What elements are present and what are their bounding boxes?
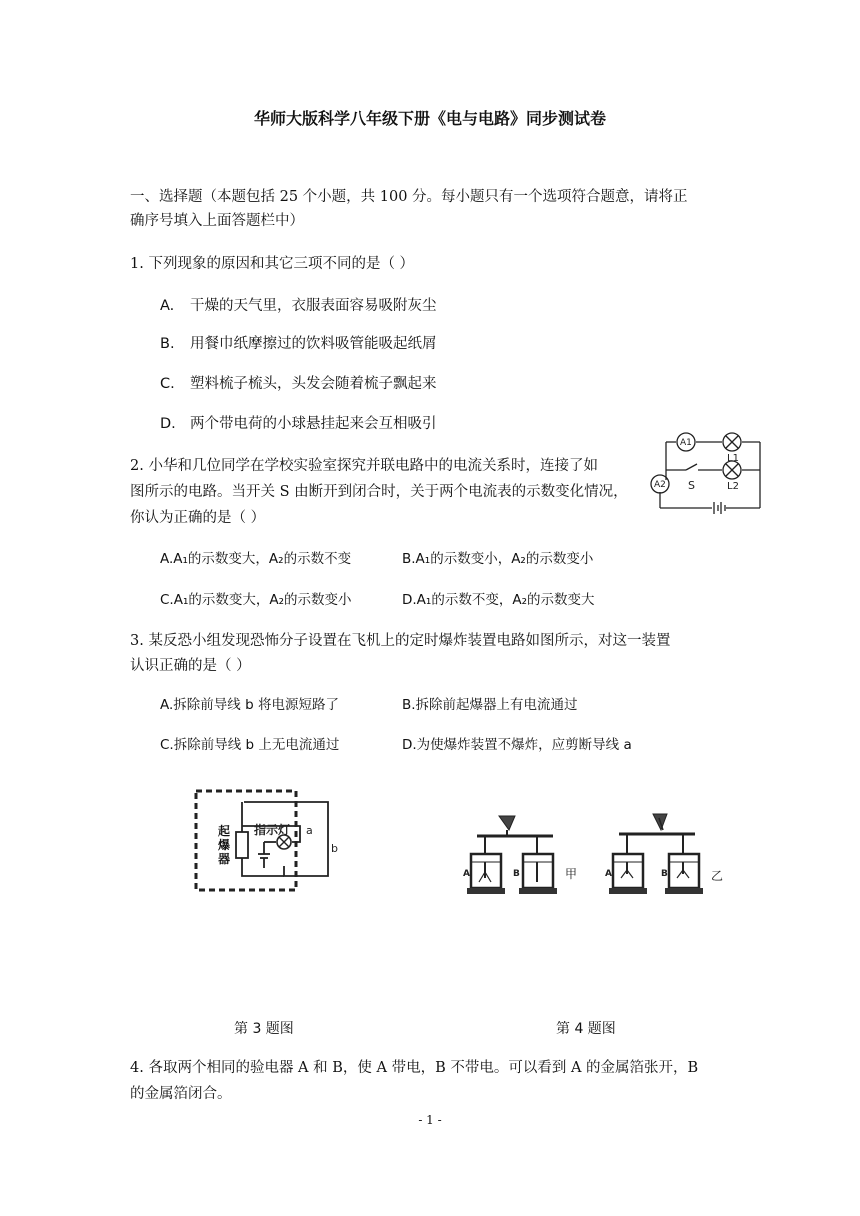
- section-instructions: （本题包括 25 个小题，共 100 分。每小题只有一个选项符合题意，请将正: [202, 189, 688, 205]
- electroscope-b-label-jia: B: [513, 869, 520, 879]
- question-2-circuit-figure: [648, 432, 768, 518]
- ammeter-a1-label: A1: [680, 438, 692, 448]
- figure-yi-label: 乙: [711, 869, 724, 883]
- section-heading-line1: [130, 187, 688, 207]
- question-2-option-d: D.A₁的示数不变，A₂的示数变大: [402, 592, 595, 608]
- question-2-line3: 你认为正确的是（ ）: [130, 510, 266, 526]
- question-2-option-b: B.A₁的示数变小，A₂的示数变小: [402, 551, 594, 567]
- indicator-lamp-label: 指示灯: [254, 823, 291, 837]
- ammeter-a2-label: A2: [654, 480, 666, 490]
- option-letter: C.: [160, 376, 175, 392]
- option-letter: D.: [160, 416, 176, 432]
- wire-b-label: b: [331, 842, 338, 855]
- page-number: - 1 -: [418, 1113, 442, 1127]
- option-text: 两个带电荷的小球悬挂起来会互相吸引: [190, 416, 437, 432]
- option-text: 塑料梳子梳头，头发会随着梳子飘起来: [190, 376, 437, 392]
- switch-s-label: S: [688, 479, 695, 492]
- detonator-label: 起爆器: [218, 824, 231, 866]
- question-1-stem: 1. 下列现象的原因和其它三项不同的是（ ）: [130, 256, 415, 272]
- lamp-l1-label: L1: [727, 453, 739, 464]
- figure-3-caption: 第 3 题图: [234, 1021, 294, 1037]
- question-3-option-b: B.拆除前起爆器上有电流通过: [402, 697, 578, 713]
- question-1-option-a: [160, 296, 437, 316]
- question-2-option-a: A.A₁的示数变大，A₂的示数不变: [160, 551, 352, 567]
- question-2-line2: 图所示的电路。当开关 S 由断开到闭合时，关于两个电流表的示数变化情况，: [130, 484, 628, 500]
- question-3-option-d: D.为使爆炸装置不爆炸，应剪断导线 a: [402, 737, 632, 753]
- section-instructions-line2: 确序号填入上面答题栏中）: [130, 213, 304, 229]
- electroscope-a-label-yi: A: [605, 869, 612, 879]
- question-3-line2: 认识正确的是（ ）: [130, 658, 251, 674]
- question-1-option-b: [160, 334, 437, 354]
- electroscope-a-label-jia: A: [463, 869, 470, 879]
- question-4-electroscope-figure: [455, 812, 745, 904]
- question-3-option-a: A.拆除前导线 b 将电源短路了: [160, 697, 339, 713]
- option-letter: B.: [160, 336, 175, 352]
- question-1-option-c: [160, 374, 437, 394]
- question-3-line1: 3. 某反恐小组发现恐怖分子设置在飞机上的定时爆炸装置电路如图所示，对这一装置: [130, 633, 671, 649]
- figure-4-caption: 第 4 题图: [556, 1021, 616, 1037]
- lamp-l2-label: L2: [727, 481, 739, 492]
- question-1-option-d: [160, 414, 437, 434]
- page-title: 华师大版科学八年级下册《电与电路》同步测试卷: [253, 109, 606, 128]
- question-2-option-c: C.A₁的示数变大，A₂的示数变小: [160, 592, 352, 608]
- question-2-line1: 2. 小华和几位同学在学校实验室探究并联电路中的电流关系时，连接了如: [130, 458, 598, 474]
- section-heading: 一、选择题: [130, 189, 203, 205]
- electroscope-b-label-yi: B: [661, 869, 668, 879]
- question-4-line2: 的金属箔闭合。: [130, 1086, 232, 1102]
- option-letter: A.: [160, 298, 175, 314]
- wire-a-label: a: [306, 824, 313, 837]
- option-text: 干燥的天气里，衣服表面容易吸附灰尘: [190, 298, 437, 314]
- question-4-line1: 4. 各取两个相同的验电器 A 和 B，使 A 带电，B 不带电。可以看到 A 的金属箔张开，B: [130, 1060, 699, 1076]
- figure-jia-label: 甲: [565, 867, 578, 881]
- question-3-option-c: C.拆除前导线 b 上无电流通过: [160, 737, 340, 753]
- option-text: 用餐巾纸摩擦过的饮料吸管能吸起纸屑: [190, 336, 437, 352]
- question-3-detonator-figure: [192, 786, 344, 896]
